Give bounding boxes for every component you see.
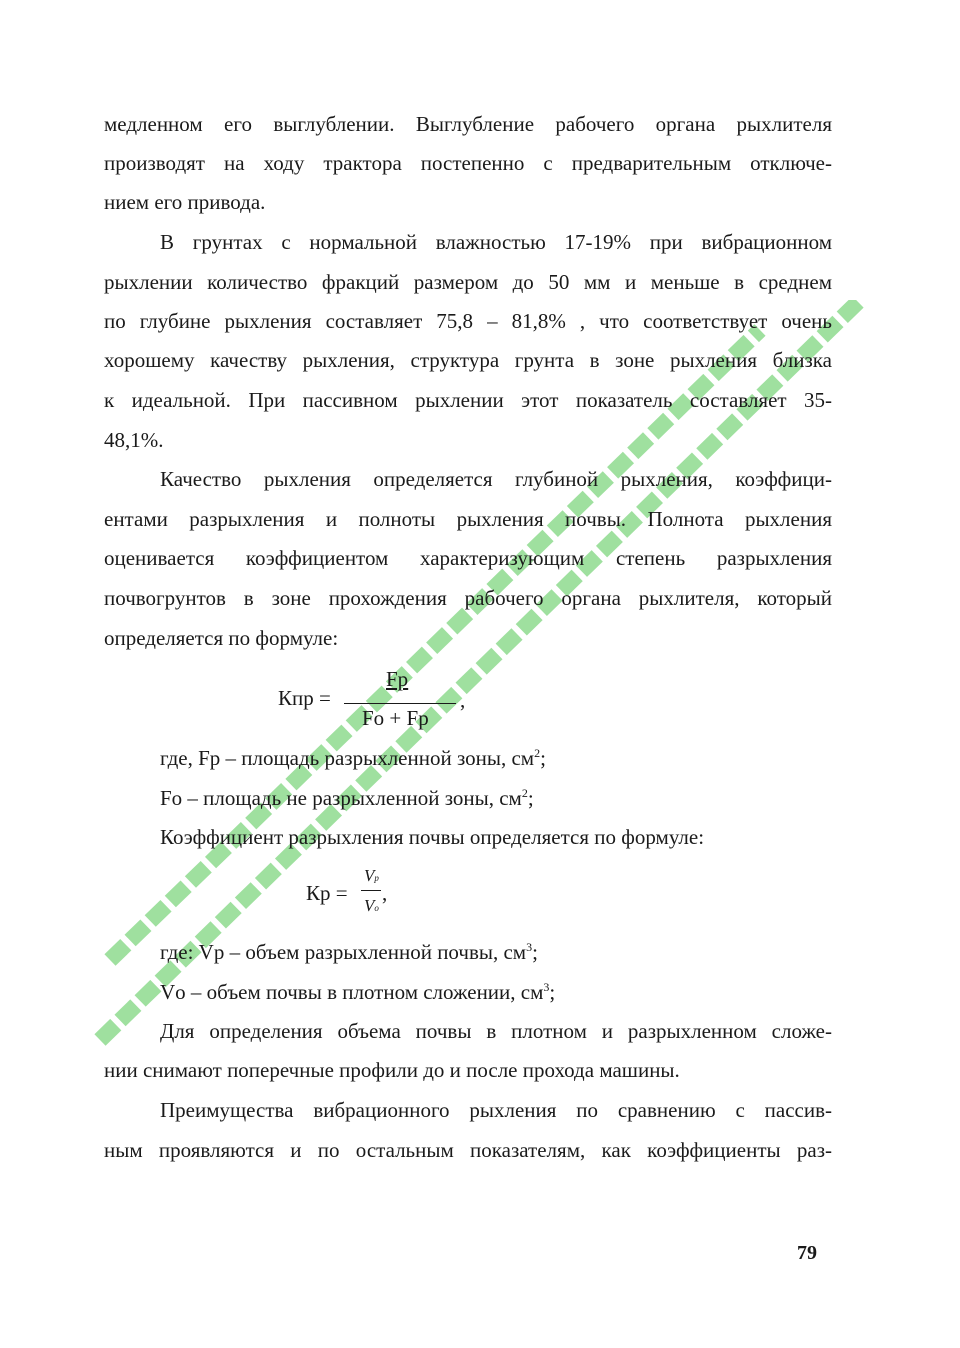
definition-vo bbox=[160, 980, 832, 1004]
text-line: 48,1%. bbox=[104, 428, 164, 452]
text-line: хорошему качеству рыхления, структура грунта в зоне рыхления близка bbox=[104, 348, 832, 372]
formula-trail: , bbox=[460, 688, 466, 712]
definition-end: ; bbox=[532, 940, 538, 964]
text-line: Коэффициент разрыхления почвы определяется по формуле: bbox=[160, 825, 705, 849]
definition-fo bbox=[160, 786, 832, 810]
text-line: медленном его выглублении. Выглубление рабочего органа рыхлителя bbox=[104, 112, 832, 136]
text-line: нии снимают поперечные профили до и после прохода машины. bbox=[104, 1058, 680, 1082]
page-number: 79 bbox=[797, 1242, 817, 1264]
text-line: почвогрунтов в зоне прохождения рабочего органа рыхлителя, который bbox=[104, 586, 832, 610]
definition-text: Vо – объем почвы в плотном сложении, см bbox=[160, 980, 544, 1004]
denominator-subscript: о bbox=[374, 903, 379, 913]
text-line: рыхлении количество фракций размером до 50 мм и меньше в среднем bbox=[104, 270, 832, 294]
fraction-bar bbox=[344, 703, 456, 704]
text-line: Качество рыхления определяется глубиной рыхления, коэффици- bbox=[160, 467, 832, 491]
definition-end: ; bbox=[527, 786, 534, 810]
formula-numerator bbox=[364, 864, 379, 890]
text-line: к идеальной. При пассивном рыхлении этот показатель составляет 35- bbox=[104, 388, 832, 412]
superscript: 3 bbox=[526, 940, 533, 954]
text-line: определяется по формуле: bbox=[104, 626, 339, 650]
text-line: Преимущества вибрационного рыхления по сравнению с пассив- bbox=[160, 1098, 832, 1122]
superscript: 2 bbox=[521, 786, 528, 800]
definition-vr bbox=[160, 940, 832, 964]
definition-end: ; bbox=[549, 980, 556, 1004]
superscript: 2 bbox=[534, 746, 541, 760]
definition-text: где, Fр – площадь разрыхленной зоны, см bbox=[160, 746, 535, 770]
superscript: 3 bbox=[543, 980, 550, 994]
formula-lhs: Кр = bbox=[306, 881, 348, 905]
text-line: В грунтах с нормальной влажностью 17-19% при вибрационном bbox=[160, 230, 832, 254]
text-line: ентами разрыхления и полноты рыхления почвы. Полнота рыхления bbox=[104, 507, 832, 531]
text-line: нием его привода. bbox=[104, 190, 266, 214]
definition-end: ; bbox=[540, 746, 546, 770]
formula-denominator bbox=[364, 894, 379, 920]
numerator-subscript: р bbox=[374, 873, 379, 883]
text-line: Для определения объема почвы в плотном и разрыхленном сложе- bbox=[160, 1019, 832, 1043]
text-line: по глубине рыхления составляет 75,8 – 81,8% , что соответствует очень bbox=[104, 309, 832, 333]
definition-text: где: Vр – объем разрыхленной почвы, см bbox=[160, 940, 527, 964]
denominator-symbol: V bbox=[364, 896, 375, 915]
text-line: оценивается коэффициентом характеризующим степень разрыхления bbox=[104, 546, 832, 570]
formula-denominator: Fо + Fр bbox=[362, 706, 429, 730]
fraction-bar bbox=[361, 890, 381, 891]
text-line: производят на ходу трактора постепенно с предварительным отключе- bbox=[104, 151, 832, 175]
numerator-symbol: V bbox=[364, 866, 375, 885]
formula-trail: , bbox=[382, 881, 388, 905]
formula-numerator: Fр bbox=[386, 667, 409, 691]
definition-text: Fо – площадь не разрыхленной зоны, см bbox=[160, 786, 522, 810]
definition-fr bbox=[160, 746, 832, 770]
text-line: ным проявляются и по остальным показателям, как коэффициенты раз- bbox=[104, 1138, 832, 1162]
formula-lhs: Кпр = bbox=[278, 686, 331, 710]
